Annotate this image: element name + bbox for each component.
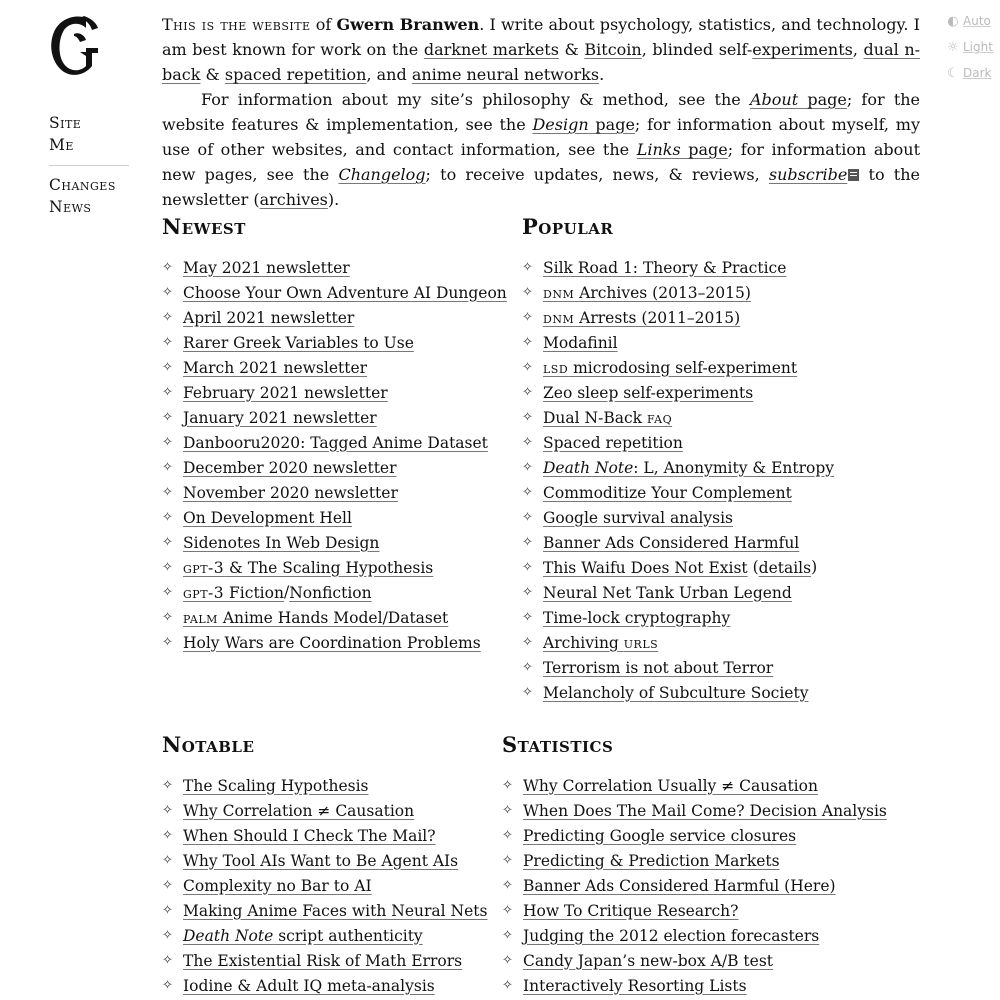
list-item xyxy=(522,430,834,455)
article-link[interactable] xyxy=(523,901,738,921)
sparkle-bullet-icon: ✧ xyxy=(162,853,173,868)
list-item xyxy=(502,823,887,848)
intro-text-span: For information about my site’s philosophy & method, see the xyxy=(201,90,750,109)
article-title: Banner Ads Considered Harmful xyxy=(543,533,800,552)
list-separator: ( xyxy=(747,558,759,576)
article-acronym: urls xyxy=(623,633,659,652)
article-title: : L, Anonymity & Entropy xyxy=(633,458,835,477)
list-item xyxy=(502,773,887,798)
sparkle-bullet-icon: ✧ xyxy=(162,435,173,450)
link-links-title: Links xyxy=(636,140,681,159)
section-title: Notable xyxy=(162,732,255,757)
article-link[interactable] xyxy=(183,383,388,403)
list-item xyxy=(522,505,834,530)
list-item xyxy=(502,898,887,923)
article-title: Google survival analysis xyxy=(543,508,734,527)
article-link[interactable] xyxy=(183,408,377,428)
sparkle-bullet-icon: ✧ xyxy=(162,385,173,400)
article-link[interactable] xyxy=(183,608,448,628)
sparkle-bullet-icon: ✧ xyxy=(162,260,173,275)
section-title: Newest xyxy=(162,214,246,239)
intro-text-span: & xyxy=(200,65,225,84)
list-item xyxy=(522,680,834,705)
theme-option-auto[interactable] xyxy=(946,8,993,34)
list-item xyxy=(502,873,887,898)
list-item xyxy=(162,430,507,455)
list-item xyxy=(522,655,834,680)
article-title: Commoditize Your Complement xyxy=(543,483,792,502)
article-link[interactable] xyxy=(543,583,792,603)
sparkle-bullet-icon: ✧ xyxy=(162,953,173,968)
article-title: Predicting & Prediction Markets xyxy=(523,851,780,870)
article-acronym: dnm xyxy=(543,283,575,302)
article-link[interactable] xyxy=(543,458,834,478)
intro-text-span: . I write about psychology, statistics, and technology. I am best known for work on the xyxy=(162,15,920,59)
article-title: Danbooru2020: Tagged Anime Dataset xyxy=(183,433,488,452)
article-title: & The Scaling Hypothesis xyxy=(224,558,434,577)
article-link[interactable] xyxy=(523,801,887,821)
article-title: Time-lock cryptography xyxy=(543,608,731,627)
article-list xyxy=(162,255,507,655)
link-links-page[interactable] xyxy=(637,140,728,159)
list-item xyxy=(162,848,487,873)
sparkle-bullet-icon: ✧ xyxy=(502,828,513,843)
list-item xyxy=(522,455,834,480)
sparkle-bullet-icon: ✧ xyxy=(162,803,173,818)
sparkle-bullet-icon: ✧ xyxy=(522,660,533,675)
article-link[interactable] xyxy=(543,283,751,303)
article-link[interactable] xyxy=(183,926,423,946)
intro-text-span: ; to receive updates, news, & reviews, xyxy=(425,165,769,184)
list-item xyxy=(162,798,487,823)
article-link[interactable] xyxy=(183,951,462,971)
intro-paragraph-1 xyxy=(162,12,920,87)
article-title: Archiving xyxy=(543,633,624,652)
article-link[interactable] xyxy=(543,433,683,453)
intro-text-span: , and xyxy=(366,65,412,84)
sparkle-bullet-icon: ✧ xyxy=(522,360,533,375)
article-title: Holy Wars are Coordination Problems xyxy=(183,633,481,652)
list-item xyxy=(522,405,834,430)
sparkle-bullet-icon: ✧ xyxy=(522,385,533,400)
list-item xyxy=(502,848,887,873)
sparkle-bullet-icon: ✧ xyxy=(522,685,533,700)
list-item xyxy=(162,630,507,655)
list-item xyxy=(522,330,834,355)
list-item xyxy=(162,280,507,305)
article-title: Candy Japan’s new-box A/B test xyxy=(523,951,773,970)
list-item xyxy=(162,330,507,355)
article-link[interactable] xyxy=(543,408,672,428)
list-item xyxy=(162,823,487,848)
article-link[interactable] xyxy=(183,358,367,378)
list-item xyxy=(162,555,507,580)
article-acronym: gpt-3 xyxy=(183,558,225,577)
sparkle-bullet-icon: ✧ xyxy=(522,510,533,525)
sparkle-bullet-icon: ✧ xyxy=(522,310,533,325)
sparkle-bullet-icon: ✧ xyxy=(502,778,513,793)
article-link[interactable] xyxy=(543,608,730,628)
moon-icon: ☾ xyxy=(947,65,959,81)
theme-option-dark[interactable] xyxy=(946,60,993,86)
section-notable xyxy=(162,730,487,998)
list-item xyxy=(162,898,487,923)
sparkle-bullet-icon: ✧ xyxy=(162,510,173,525)
list-item xyxy=(162,505,507,530)
sparkle-bullet-icon: ✧ xyxy=(162,285,173,300)
list-item xyxy=(522,480,834,505)
list-item xyxy=(522,630,834,655)
article-link[interactable] xyxy=(183,308,354,328)
sparkle-bullet-icon: ✧ xyxy=(162,878,173,893)
article-title: When Should I Check The Mail? xyxy=(183,826,436,845)
link-design-suffix: page xyxy=(588,115,635,134)
sparkle-bullet-icon: ✧ xyxy=(162,828,173,843)
intro-text-span: ; for information about myself, my use of other websites, and contact information, see the xyxy=(162,115,920,159)
intro-text-span: , blinded self- xyxy=(641,40,753,59)
link-darknet-markets[interactable]: darknet markets xyxy=(423,40,559,59)
article-title: December 2020 newsletter xyxy=(183,458,397,477)
article-link[interactable] xyxy=(183,851,458,871)
sparkle-bullet-icon: ✧ xyxy=(162,635,173,650)
sidebar-divider xyxy=(49,165,129,166)
list-item xyxy=(522,255,834,280)
sparkle-bullet-icon: ✧ xyxy=(162,485,173,500)
link-anime-neural-networks[interactable]: anime neural networks xyxy=(411,65,600,84)
article-list xyxy=(522,255,834,705)
link-subscribe[interactable] xyxy=(769,165,859,184)
sparkle-bullet-icon: ✧ xyxy=(522,635,533,650)
link-changelog[interactable] xyxy=(338,165,425,184)
article-link[interactable] xyxy=(183,801,414,821)
sparkle-bullet-icon: ✧ xyxy=(502,853,513,868)
sparkle-bullet-icon: ✧ xyxy=(522,435,533,450)
article-title-italic: Death Note xyxy=(543,458,634,477)
article-title: Rarer Greek Variables to Use xyxy=(183,333,414,352)
article-title: Iodine & Adult IQ meta-analysis xyxy=(183,976,435,995)
theme-toggle xyxy=(946,8,993,86)
list-item xyxy=(162,255,507,280)
list-item xyxy=(162,455,507,480)
article-link[interactable] xyxy=(183,433,488,453)
sparkle-bullet-icon: ✧ xyxy=(522,585,533,600)
list-item xyxy=(522,580,834,605)
article-link[interactable] xyxy=(523,776,818,796)
article-title: Predicting Google service closures xyxy=(523,826,797,845)
article-link[interactable] xyxy=(183,558,433,578)
article-title: Neural Net Tank Urban Legend xyxy=(543,583,792,602)
article-title: Archives (2013–2015) xyxy=(574,283,751,302)
article-acronym: dnm xyxy=(543,308,575,327)
link-design-page[interactable] xyxy=(532,115,634,134)
list-item xyxy=(162,923,487,948)
list-item xyxy=(522,280,834,305)
sparkle-bullet-icon: ✧ xyxy=(522,485,533,500)
article-title: Judging the 2012 election forecasters xyxy=(523,926,820,945)
article-link[interactable] xyxy=(183,976,435,996)
article-title: When Does The Mail Come? Decision Analysis xyxy=(523,801,887,820)
article-link[interactable] xyxy=(183,458,397,478)
article-title: Spaced repetition xyxy=(543,433,683,452)
list-item xyxy=(162,580,507,605)
link-about-page[interactable] xyxy=(750,90,847,109)
article-title: How To Critique Research? xyxy=(523,901,739,920)
article-link[interactable] xyxy=(543,308,740,328)
sparkle-bullet-icon: ✧ xyxy=(162,928,173,943)
article-title: April 2021 newsletter xyxy=(183,308,355,327)
list-item xyxy=(522,605,834,630)
article-title-italic: Death Note xyxy=(183,926,274,945)
article-link[interactable] xyxy=(183,876,372,896)
article-link[interactable] xyxy=(543,508,733,528)
intro-text-span: to the newsletter ( xyxy=(162,165,920,209)
article-title: Why Tool AIs Want to Be Agent AIs xyxy=(183,851,459,870)
theme-option-label: Light xyxy=(963,40,993,54)
sparkle-bullet-icon: ✧ xyxy=(502,878,513,893)
list-item xyxy=(162,480,507,505)
article-title: Making Anime Faces with Neural Nets xyxy=(183,901,488,920)
article-title: The Existential Risk of Math Errors xyxy=(183,951,463,970)
sparkle-bullet-icon: ✧ xyxy=(522,535,533,550)
sparkle-bullet-icon: ✧ xyxy=(522,560,533,575)
article-link[interactable] xyxy=(543,483,792,503)
article-title: Interactively Resorting Lists xyxy=(523,976,747,995)
sidebar-item-site[interactable]: Site xyxy=(49,114,82,132)
link-links-suffix: page xyxy=(680,140,728,159)
article-title: Silk Road 1: Theory & Practice xyxy=(543,258,787,277)
gothic-g-logo-icon xyxy=(46,12,104,78)
half-circle-icon: ◐ xyxy=(947,13,959,29)
list-item xyxy=(522,380,834,405)
list-item xyxy=(162,405,507,430)
article-title: May 2021 newsletter xyxy=(183,258,350,277)
list-item xyxy=(162,305,507,330)
article-title: script authenticity xyxy=(273,926,423,945)
list-separator: / xyxy=(283,583,290,601)
article-link[interactable] xyxy=(543,633,658,653)
link-about-suffix: page xyxy=(798,90,847,109)
article-link[interactable] xyxy=(523,851,780,871)
article-title: Modafinil xyxy=(543,333,618,352)
sparkle-bullet-icon: ✧ xyxy=(162,903,173,918)
list-item xyxy=(162,948,487,973)
list-item xyxy=(502,973,887,998)
sparkle-bullet-icon: ✧ xyxy=(162,310,173,325)
article-title: On Development Hell xyxy=(183,508,352,527)
intro-text-span: . xyxy=(599,65,605,84)
article-link[interactable] xyxy=(543,358,797,378)
article-acronym: lsd xyxy=(543,358,569,377)
sun-icon: ☼ xyxy=(947,39,959,55)
sparkle-bullet-icon: ✧ xyxy=(502,928,513,943)
article-list xyxy=(162,773,487,998)
article-link[interactable] xyxy=(183,283,507,303)
article-link[interactable] xyxy=(543,533,799,553)
article-acronym: gpt-3 xyxy=(183,583,225,602)
sparkle-bullet-icon: ✧ xyxy=(522,610,533,625)
article-title: March 2021 newsletter xyxy=(183,358,368,377)
article-link[interactable] xyxy=(523,876,836,896)
intro-paragraph-2 xyxy=(162,87,920,212)
sparkle-bullet-icon: ✧ xyxy=(162,410,173,425)
sparkle-bullet-icon: ✧ xyxy=(162,560,173,575)
theme-option-light[interactable] xyxy=(946,34,993,60)
article-title: Choose Your Own Adventure AI Dungeon xyxy=(183,283,507,302)
intro-text xyxy=(162,12,920,212)
sparkle-bullet-icon: ✧ xyxy=(502,953,513,968)
article-link[interactable] xyxy=(183,901,487,921)
article-link[interactable] xyxy=(523,926,819,946)
list-item xyxy=(162,355,507,380)
article-acronym: palm xyxy=(183,608,218,627)
article-list xyxy=(502,773,887,998)
list-item xyxy=(162,873,487,898)
article-link[interactable] xyxy=(523,826,796,846)
sidebar-nav xyxy=(49,112,129,218)
list-item xyxy=(162,530,507,555)
article-link[interactable] xyxy=(183,583,284,603)
article-link[interactable]: Nonfiction xyxy=(289,583,372,602)
article-link[interactable] xyxy=(523,951,773,971)
sparkle-bullet-icon: ✧ xyxy=(162,335,173,350)
sidebar-item-me[interactable]: Me xyxy=(49,136,74,154)
intro-text-span: ; for information about new pages, see the xyxy=(162,140,921,184)
article-link[interactable] xyxy=(543,558,748,578)
article-title: Arrests (2011–2015) xyxy=(574,308,741,327)
theme-option-label: Dark xyxy=(963,66,992,80)
list-item xyxy=(522,305,834,330)
sparkle-bullet-icon: ✧ xyxy=(162,778,173,793)
article-link[interactable] xyxy=(183,776,369,796)
article-link[interactable] xyxy=(183,508,352,528)
article-title: Complexity no Bar to AI xyxy=(183,876,372,895)
article-title: November 2020 newsletter xyxy=(183,483,398,502)
article-title: Melancholy of Subculture Society xyxy=(543,683,809,702)
theme-option-label: Auto xyxy=(963,14,991,28)
article-acronym: faq xyxy=(646,408,673,427)
article-title: Why Correlation ≠ Causation xyxy=(183,801,415,820)
site-logo[interactable] xyxy=(46,12,104,78)
list-item xyxy=(522,555,834,580)
article-title: Why Correlation Usually ≠ Causation xyxy=(523,776,818,795)
intro-text-span: , xyxy=(852,40,864,59)
list-item xyxy=(522,530,834,555)
article-title: Banner Ads Considered Harmful (Here) xyxy=(523,876,836,895)
article-title: Zeo sleep self-experiments xyxy=(543,383,754,402)
sparkle-bullet-icon: ✧ xyxy=(162,585,173,600)
article-title: February 2021 newsletter xyxy=(183,383,388,402)
article-link[interactable] xyxy=(183,258,350,278)
section-statistics xyxy=(502,730,887,998)
article-title: January 2021 newsletter xyxy=(183,408,377,427)
sidebar-item-news[interactable]: News xyxy=(49,198,92,216)
intro-text-span: ). xyxy=(327,190,340,209)
article-title: This Waifu Does Not Exist xyxy=(543,558,748,577)
list-item xyxy=(162,973,487,998)
link-bitcoin[interactable]: Bitcoin xyxy=(584,40,642,59)
link-subscribe-title: subscribe xyxy=(768,165,848,184)
link-archives[interactable]: archives xyxy=(259,190,328,209)
sparkle-bullet-icon: ✧ xyxy=(162,978,173,993)
article-title: Sidenotes In Web Design xyxy=(183,533,380,552)
sparkle-bullet-icon: ✧ xyxy=(502,978,513,993)
sparkle-bullet-icon: ✧ xyxy=(162,360,173,375)
article-link[interactable] xyxy=(183,533,379,553)
sparkle-bullet-icon: ✧ xyxy=(502,803,513,818)
sparkle-bullet-icon: ✧ xyxy=(502,903,513,918)
link-spaced-repetition[interactable]: spaced repetition xyxy=(224,65,367,84)
list-item xyxy=(502,923,887,948)
link-about-title: About xyxy=(749,90,799,109)
article-title: Anime Hands Model/Dataset xyxy=(217,608,449,627)
list-item xyxy=(502,948,887,973)
sparkle-bullet-icon: ✧ xyxy=(522,410,533,425)
list-item xyxy=(502,798,887,823)
list-separator: ) xyxy=(811,558,818,576)
intro-text-span: & xyxy=(558,40,585,59)
author-name: Gwern Branwen xyxy=(336,15,480,34)
article-title: microdosing self-experiment xyxy=(568,358,798,377)
list-item xyxy=(162,773,487,798)
article-link[interactable] xyxy=(183,333,414,353)
list-item xyxy=(162,605,507,630)
article-link[interactable] xyxy=(183,826,436,846)
list-item xyxy=(162,380,507,405)
article-link[interactable] xyxy=(523,976,747,996)
article-title: Dual N-Back xyxy=(543,408,647,427)
link-dual-n-back[interactable]: dual n-back xyxy=(162,40,921,84)
article-link[interactable] xyxy=(543,383,753,403)
article-link[interactable] xyxy=(543,683,808,703)
article-link[interactable] xyxy=(183,483,398,503)
article-title: Terrorism is not about Terror xyxy=(543,658,774,677)
article-title: Fiction xyxy=(224,583,284,602)
section-title: Statistics xyxy=(502,732,614,757)
section-title: Popular xyxy=(522,214,614,239)
article-link[interactable] xyxy=(183,633,481,653)
sparkle-bullet-icon: ✧ xyxy=(162,610,173,625)
section-popular xyxy=(522,212,834,705)
sparkle-bullet-icon: ✧ xyxy=(162,460,173,475)
intro-text-span: of xyxy=(310,15,337,34)
section-newest xyxy=(162,212,507,655)
list-item xyxy=(522,355,834,380)
sparkle-bullet-icon: ✧ xyxy=(522,260,533,275)
newsletter-icon xyxy=(848,169,859,181)
link-design-title: Design xyxy=(532,115,589,134)
sparkle-bullet-icon: ✧ xyxy=(522,285,533,300)
article-link[interactable] xyxy=(543,658,773,678)
article-title: The Scaling Hypothesis xyxy=(183,776,369,795)
article-link[interactable] xyxy=(543,333,618,353)
link-experiments[interactable]: experiments xyxy=(752,40,853,59)
sparkle-bullet-icon: ✧ xyxy=(522,335,533,350)
sparkle-bullet-icon: ✧ xyxy=(522,460,533,475)
sidebar-item-changes[interactable]: Changes xyxy=(49,176,116,194)
article-link[interactable]: details xyxy=(758,558,812,577)
sparkle-bullet-icon: ✧ xyxy=(162,535,173,550)
link-changelog-title: Changelog xyxy=(338,165,426,184)
article-link[interactable] xyxy=(543,258,786,278)
intro-text-span: ; for the website features & implementation, see the xyxy=(162,90,921,134)
intro-lead: This is the website xyxy=(162,15,311,34)
